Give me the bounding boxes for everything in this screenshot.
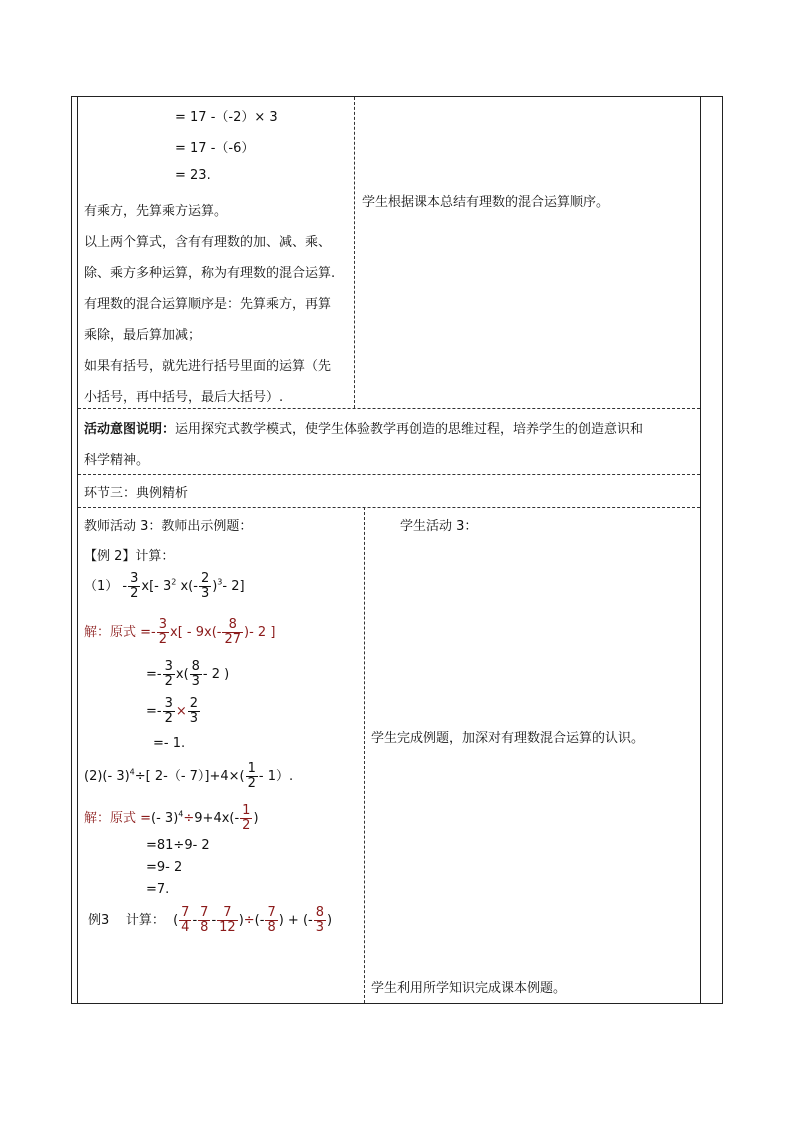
frac-7-8: $\frac{7}{8}$ [200,905,209,935]
frac-3-2-b: $\frac{3}{2}$ [158,617,168,647]
table-border-left-inner [77,96,78,1004]
frac-2-3: $\frac{2}{3}$ [200,571,210,601]
table-border-left [71,96,72,1004]
p2-label: (2) [84,769,103,784]
solution-1-answer: =- 1. [153,736,186,751]
sol1-label: 解：原式 = [84,625,152,640]
frac-7-12: $\frac{7}{12}$ [219,905,236,935]
text-line-7: 小括号，再中括号，最后大括号）. [84,390,284,405]
frac-1-2: $\frac{1}{2}$ [247,761,256,791]
frac-1-2-b: $\frac{1}{2}$ [242,803,251,833]
teacher-heading: 教师活动 3：教师出示例题： [84,519,253,534]
example-3: 例3 计算： ( $\frac{7}{4}$ - $\frac{7}{8}$ - $\frac{7}{12}$ )÷(- $\frac{7}{8}$ ) + (- $\frac{8}{3}$ ) [88,905,333,935]
frac-8-3: $\frac{8}{3}$ [191,659,200,689]
frac-3-2-d: $\frac{3}{2}$ [164,696,173,726]
text-line-4: 有理数的混合运算顺序是：先算乘方，再算 [84,297,332,312]
frac-2-3-b: $\frac{2}{3}$ [189,696,199,726]
solution-2-step-3: =7. [146,882,170,897]
frac-7-8-b: $\frac{7}{8}$ [267,905,276,935]
p1-prefix: （1） [84,579,119,594]
student-heading: 学生活动 3： [400,519,478,534]
solution-1-line-3: =- $\frac{3}{2}$ × $\frac{2}{3}$ [146,696,199,726]
frac-3-2: $\frac{3}{2}$ [130,571,139,601]
intent-text-1: 运用探究式教学模式，使学生体验教学再创造的思维过程，培养学生的创造意识和 [175,422,644,437]
intent-line-1 [84,418,643,437]
column-divider-bottom [364,507,365,1003]
student-text-1: 学生完成例题，加深对有理数混合运算的认识。 [371,731,645,746]
solution-2-step-2: =9- 2 [146,860,183,875]
table-border-bottom [71,1003,723,1004]
column-divider-top [354,97,355,408]
text-line-6: 如果有括号，就先进行括号里面的运算（先 [84,359,332,374]
sol2-label: 解：原式 = [84,811,152,826]
frac-7-4: $\frac{7}{4}$ [181,905,190,935]
table-border-right [722,96,723,1004]
row-divider-2 [78,474,700,475]
problem-2: (2)(- 3)$^4$÷[ 2-（- 7）]+4×( $\frac{1}{2}$ - 1）. [84,761,294,791]
text-line-5: 乘除，最后算加减； [84,328,202,343]
solution-1-line-2: =- $\frac{3}{2}$ x( $\frac{8}{3}$ - 2 ) [146,659,230,689]
text-line-2: 以上两个算式，含有有理数的加、减、乘、 [84,235,332,250]
example3-text: 计算： [125,913,165,928]
intent-label: 活动意图说明： [84,422,176,437]
stage3-title: 环节三：典例精析 [84,486,189,501]
calc-line-2: = 17 -（-6） [175,141,255,156]
solution-1-line-1: 解：原式 =- $\frac{3}{2}$ x[ - 9x(- $\frac{8}{27}$ )- 2 ] [84,617,276,647]
frac-8-27: $\frac{8}{27}$ [224,617,242,647]
text-line-3: 除、乘方多种运算，称为有理数的混合运算. [84,266,336,281]
table-border-right-inner [700,96,701,1004]
row-divider-1 [78,408,700,409]
student-text-2: 学生利用所学知识完成课本例题。 [371,981,567,996]
section1-right-text: 学生根据课本总结有理数的混合运算顺序。 [362,195,610,210]
solution-2-line-1: 解：原式 =(- 3)$^4$÷9+4x(- $\frac{1}{2}$ ) [84,803,259,833]
calc-line-1: = 17 -（-2）× 3 [175,110,278,125]
table-border-top [71,96,723,97]
intent-line-2: 科学精神。 [84,453,150,468]
text-line-1: 有乘方，先算乘方运算。 [84,204,228,219]
solution-2-step-1: =81÷9- 2 [146,838,210,853]
frac-3-2-c: $\frac{3}{2}$ [164,659,173,689]
row-divider-3 [78,507,700,508]
example2-label: 【例 2】计算： [84,549,175,564]
frac-8-3-b: $\frac{8}{3}$ [315,905,324,935]
problem-1: （1） - $\frac{3}{2}$ x[- $3^2$ x(- $\frac{2}{3}$ )$^3$- 2] [84,571,245,601]
calc-line-3: = 23. [175,168,211,183]
example3-label: 例3 [88,913,110,928]
